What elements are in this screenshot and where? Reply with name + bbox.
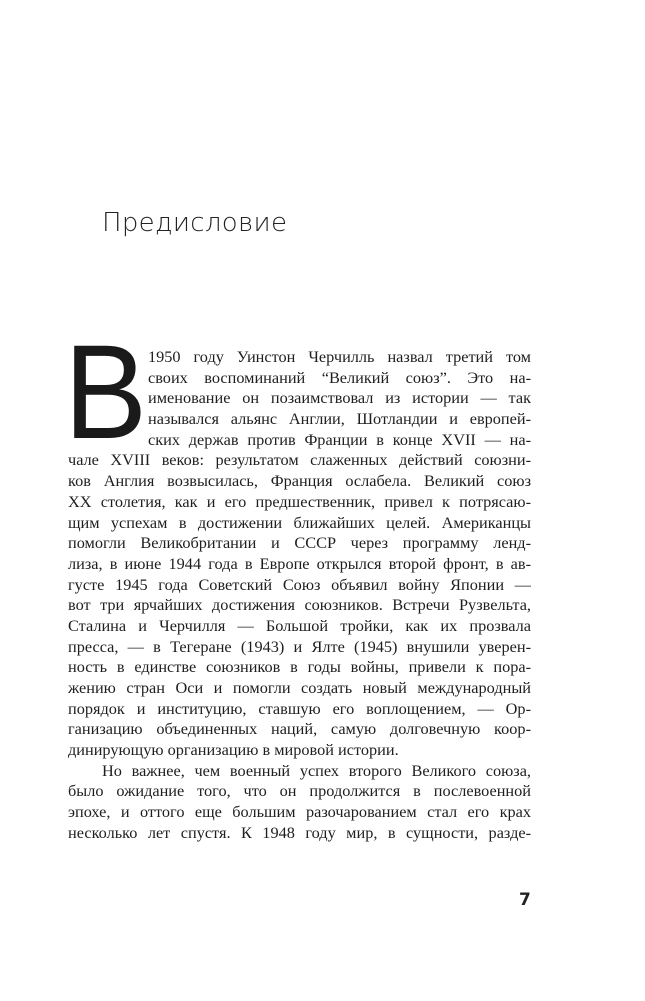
body-text — [68, 347, 531, 844]
text-line: щим успехам в достижении ближайших целей. Американцы — [68, 512, 531, 532]
text-line: назывался альянс Англии, Шотландии и европей- — [148, 409, 531, 429]
text-line: лиза, в июне 1944 года в Европе открылся второй фронт, в ав- — [68, 553, 531, 573]
text-line: эпохе, и оттого еще большим разочарованием стал его крах — [68, 802, 531, 822]
text-line: Сталина и Черчилля — Большой тройки, как их прозвала — [68, 615, 531, 635]
text-line: ских держав против Франции в конце XVII — на- — [148, 429, 531, 449]
page-number: 7 — [519, 890, 531, 910]
text-line: вот три ярчайших достижения союзников. Встречи Рузвельта, — [68, 595, 531, 615]
text-line: ность в единстве союзников в годы войны, привели к пора- — [68, 657, 531, 677]
text-line: несколько лет спустя. К 1948 году мир, в сущности, разде- — [68, 822, 531, 842]
text-line: Но важнее, чем военный успех второго Великого союза, — [102, 760, 531, 780]
text-line: пресса, — в Тегеране (1943) и Ялте (1945) внушили уверен- — [68, 636, 531, 656]
text-line: 1950 году Уинстон Черчилль назвал третий том — [148, 347, 531, 366]
text-line: чале XVIII веков: результатом слаженных действий союзни- — [68, 450, 531, 470]
text-line: своих воспоминаний “Великий союз”. Это на- — [148, 367, 531, 387]
text-line: было ожидание того, что он продолжится в послевоенной — [68, 781, 531, 801]
text-line: именование он позаимствовал из истории — так — [148, 388, 531, 408]
text-line: XX столетия, как и его предшественник, привел к потрясаю- — [68, 491, 531, 511]
text-line: порядок и институцию, ставшую его воплощением, — Ор- — [68, 698, 531, 718]
text-line: густе 1945 года Советский Союз объявил войну Японии — — [68, 574, 531, 594]
text-line: ганизацию объединенных наций, самую долговечную коор- — [68, 719, 531, 739]
text-line: помогли Великобритании и СССР через программу ленд- — [68, 533, 531, 553]
text-line: жению стран Оси и помогли создать новый международный — [68, 678, 531, 697]
chapter-title: Предисловие — [102, 208, 288, 238]
text-line: ков Англия возвысилась, Франция ослабела. Великий союз — [68, 471, 531, 491]
drop-cap: В — [64, 318, 148, 467]
text-line: динирующую организацию в мировой истории. — [68, 740, 399, 760]
